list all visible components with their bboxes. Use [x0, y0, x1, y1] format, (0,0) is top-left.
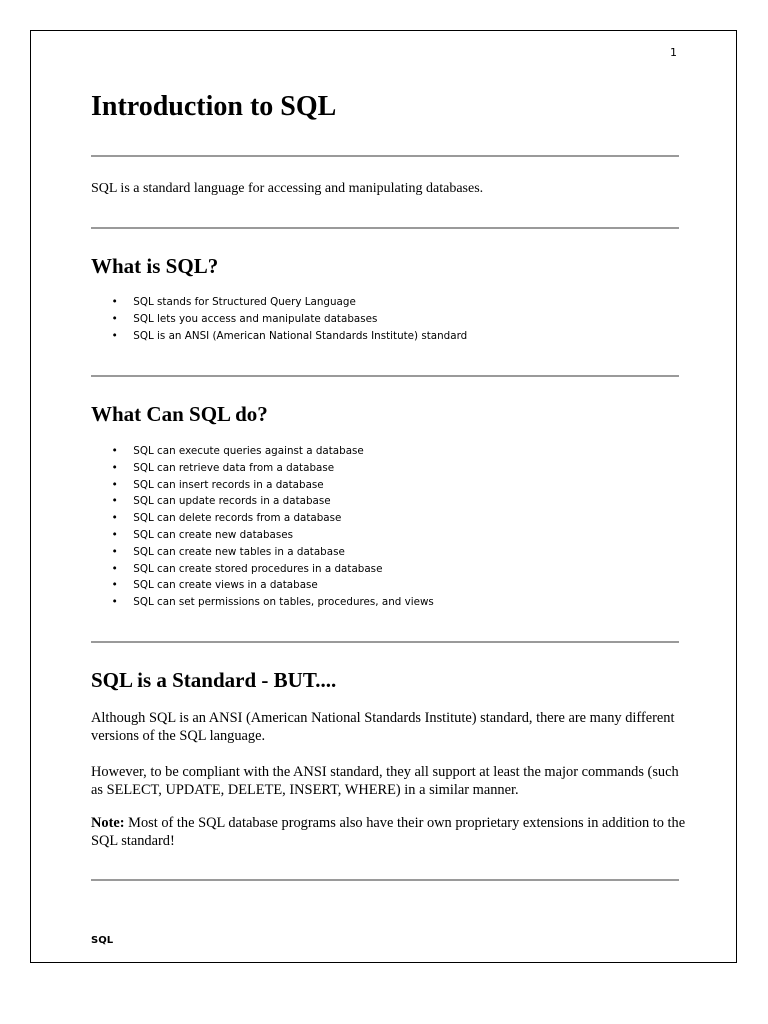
horizontal-rule — [91, 155, 679, 157]
list-item-text: SQL can create new tables in a database — [133, 544, 345, 558]
list-item-text: SQL lets you access and manipulate databases — [133, 311, 378, 325]
list-item — [91, 561, 434, 578]
intro-text: SQL is a standard language for accessing and manipulating databases. — [91, 181, 484, 196]
page-title: Introduction to SQL — [91, 91, 337, 122]
bullet-icon: • — [111, 578, 118, 592]
list-item-text: SQL can retrieve data from a database — [133, 460, 335, 474]
page-number: 1 — [670, 46, 677, 59]
list-item-text: SQL can update records in a database — [133, 494, 331, 508]
bullet-icon: • — [111, 511, 118, 525]
section-heading-what-can-sql-do: What Can SQL do? — [91, 402, 268, 426]
horizontal-rule — [91, 375, 679, 377]
list-item-text: SQL can create stored procedures in a database — [133, 561, 383, 575]
list-item — [91, 460, 434, 477]
note-text: Most of the SQL database programs also have their own proprietary extensions in addition to the SQL standard! — [91, 815, 686, 849]
bullet-icon: • — [111, 494, 118, 508]
list-item — [91, 328, 467, 345]
section-heading-what-is-sql: What is SQL? — [91, 254, 219, 278]
list-item — [91, 477, 434, 494]
bullet-icon: • — [111, 295, 118, 308]
list-item-text: SQL can create new databases — [133, 527, 294, 541]
paragraph-ansi-versions: Although SQL is an ANSI (American National Standards Institute) standard, there are many different versions of the SQL language. — [91, 710, 675, 744]
what-is-sql-list — [91, 294, 491, 344]
bullet-icon: • — [111, 311, 118, 325]
bullet-icon: • — [111, 595, 118, 609]
section-heading-sql-is-a-standard: SQL is a Standard - BUT.... — [91, 668, 337, 692]
list-item-text: SQL stands for Structured Query Language — [133, 295, 356, 308]
list-item-text: SQL can execute queries against a database — [133, 444, 364, 457]
list-item-text: SQL is an ANSI (American National Standards Institute) standard — [133, 328, 468, 342]
bullet-icon: • — [111, 544, 118, 558]
horizontal-rule — [91, 879, 679, 881]
note-paragraph — [91, 815, 691, 850]
list-item — [91, 527, 434, 544]
list-item — [91, 311, 467, 328]
page-footer: SQL — [91, 935, 114, 946]
list-item — [91, 510, 434, 527]
bullet-icon: • — [111, 444, 118, 457]
list-item — [91, 294, 467, 311]
list-item — [91, 577, 434, 594]
list-item — [91, 443, 434, 460]
bullet-icon: • — [111, 328, 118, 342]
list-item — [91, 594, 434, 611]
list-item-text: SQL can set permissions on tables, procedures, and views — [133, 595, 434, 609]
list-item-text: SQL can delete records from a database — [133, 511, 342, 525]
list-item — [91, 493, 434, 510]
horizontal-rule — [91, 227, 679, 229]
document-page — [30, 30, 737, 963]
bullet-icon: • — [111, 460, 118, 474]
bullet-icon: • — [111, 477, 118, 491]
list-item-text: SQL can create views in a database — [133, 578, 318, 592]
list-item — [91, 544, 434, 561]
bullet-icon: • — [111, 527, 118, 541]
bullet-icon: • — [111, 561, 118, 575]
what-can-sql-do-list — [91, 443, 456, 611]
paragraph-ansi-compliance: However, to be compliant with the ANSI standard, they all support at least the major commands (such as SELECT, UPDATE, DELETE, INSERT, WHERE) in a similar manner. — [91, 764, 679, 798]
list-item-text: SQL can insert records in a database — [133, 477, 324, 491]
horizontal-rule — [91, 641, 679, 643]
note-label: Note: — [91, 815, 125, 831]
